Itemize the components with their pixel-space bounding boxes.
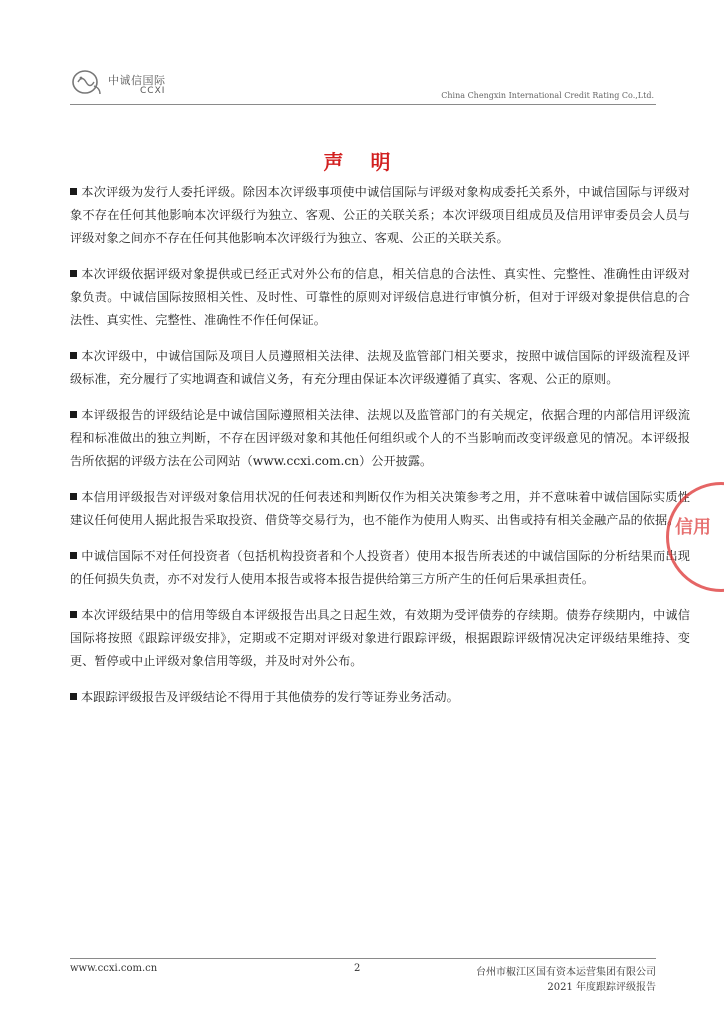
bullet-square-icon <box>70 493 77 500</box>
ccxi-logo-icon <box>70 68 106 98</box>
declaration-paragraph <box>70 404 690 473</box>
declaration-paragraph <box>70 345 690 391</box>
paragraph-text: 本次评级依据评级对象提供或已经正式对外公布的信息，相关信息的合法性、真实性、完整性、准确性由评级对象负责。中诚信国际按照相关性、及时性、可靠性的原则对评级信息进行审慎分析，但对于评级对象提供信息的合法性、真实性、完整性、准确性不作任何保证。 <box>70 267 690 327</box>
paragraph-text: 本次评级为发行人委托评级。除因本次评级事项使中诚信国际与评级对象构成委托关系外，中诚信国际与评级对象不存在任何其他影响本次评级行为独立、客观、公正的关联关系；本次评级项目组成员及信用评审委员会人员与评级对象之间亦不存在任何其他影响本次评级行为独立、客观、公正的关联关系。 <box>70 185 690 245</box>
bullet-square-icon <box>70 411 77 418</box>
header-company-name: China Chengxin International Credit Rating Co.,Ltd. <box>441 91 654 100</box>
paragraph-text: 本信用评级报告对评级对象信用状况的任何表述和判断仅作为相关决策参考之用，并不意味着中诚信国际实质性建议任何使用人据此报告采取投资、借贷等交易行为，也不能作为使用人购买、出售或持有相关金融产品的依据。 <box>70 490 690 527</box>
bullet-square-icon <box>70 611 77 618</box>
declaration-paragraph <box>70 604 690 673</box>
paragraph-text: 本次评级中，中诚信国际及项目人员遵照相关法律、法规及监管部门相关要求，按照中诚信国际的评级流程及评级标准，充分履行了实地调查和诚信义务，有充分理由保证本次评级遵循了真实、客观、公正的原则。 <box>70 349 690 386</box>
seal-text: 信用 <box>675 517 711 538</box>
footer-page-number: 2 <box>354 963 361 974</box>
declaration-paragraph <box>70 181 690 250</box>
page-footer <box>70 958 656 993</box>
bullet-square-icon <box>70 352 77 359</box>
logo-english-name: CCXI <box>140 86 166 96</box>
page-title: 声 明 <box>323 150 401 174</box>
bullet-square-icon <box>70 270 77 277</box>
bullet-square-icon <box>70 188 77 195</box>
declaration-paragraph <box>70 263 690 332</box>
paragraph-text: 本跟踪评级报告及评级结论不得用于其他债券的发行等证券业务活动。 <box>81 690 459 704</box>
footer-website: www.ccxi.com.cn <box>70 963 158 974</box>
declaration-paragraph <box>70 686 690 709</box>
declaration-paragraph <box>70 486 690 532</box>
bullet-square-icon <box>70 693 77 700</box>
footer-report-title: 2021 年度跟踪评级报告 <box>547 982 656 993</box>
footer-company: 台州市椒江区国有资本运营集团有限公司 <box>476 967 656 978</box>
logo-chinese-name: 中诚信国际 <box>108 74 166 87</box>
bullet-square-icon <box>70 552 77 559</box>
page-header <box>70 68 656 105</box>
paragraph-text: 中诚信国际不对任何投资者（包括机构投资者和个人投资者）使用本报告所表述的中诚信国际的分析结果而出现的任何损失负责，亦不对发行人使用本报告或将本报告提供给第三方所产生的任何后果承担责任。 <box>70 549 690 586</box>
paragraph-text: 本评级报告的评级结论是中诚信国际遵照相关法律、法规以及监管部门的有关规定，依据合理的内部信用评级流程和标准做出的独立判断，不存在因评级对象和其他任何组织或个人的不当影响而改变评级意见的情况。本评级报告所依据的评级方法在公司网站（www.ccxi.com.cn）公开披露。 <box>70 408 690 468</box>
declaration-paragraph <box>70 545 690 591</box>
declaration-body <box>70 181 690 722</box>
paragraph-text: 本次评级结果中的信用等级自本评级报告出具之日起生效，有效期为受评债券的存续期。债券存续期内，中诚信国际将按照《跟踪评级安排》，定期或不定期对评级对象进行跟踪评级，根据跟踪评级情况决定评级结果维持、变更、暂停或中止评级对象信用等级，并及时对外公布。 <box>70 608 690 668</box>
